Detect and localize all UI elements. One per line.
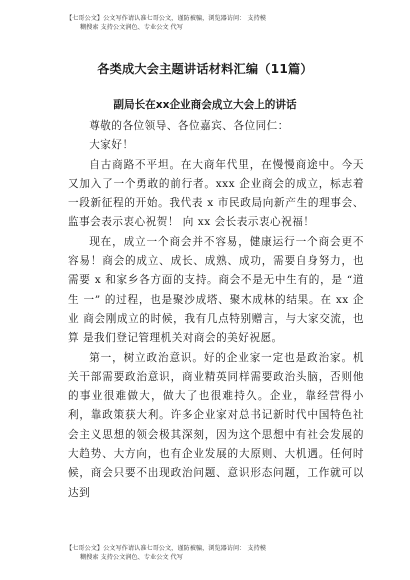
footer-watermark-note: [66, 544, 366, 562]
body-paragraph: 现在，成立一个商会并不容易，健康运行一个商会更不容易！商会的成立、成长、成熟、成功，需要自身努力，也需要 x 和家乡各方面的支持。商会不是无中生有的，是 “道 生 一” 的过程，也是聚沙成塔、聚木成林的结果。在 xx 企业 商会刚成立的时候，我有几点特别赠言，与大家交流，也算 是我们登记管理机关对商会的美好祝愿。: [68, 235, 364, 345]
speech-title: 副局长在xx企业商会成立大会上的讲话: [113, 99, 297, 111]
footer-note-line-1: 【七哥公文】公文写作请认准七哥公文，谨防被骗，浏览器访问： 支持模: [66, 545, 266, 552]
document-title: 各类成大会主题讲话材料汇编（11篇）: [97, 62, 313, 76]
header-watermark-note: [66, 14, 366, 32]
greeting: 大家好！: [89, 139, 134, 152]
body-paragraph: 自古商路不平坦。在大商年代里，在慢慢商途中。今天又加入了一个勇敢的前行者。xxx 企业商会的成立，标志着 一段新征程的开始。我代表 x 市民政局向新产生的理事会、 监事会表示衷心祝贺！ 向 xx 会长表示衷心祝福！: [68, 158, 364, 229]
footer-note-line-2: 糊搜索 支持公文润色、专业公文 代写: [80, 554, 183, 561]
speech-body: [68, 117, 364, 503]
header-note-line-2: 糊搜索 支持公文润色、专业公文 代写: [80, 24, 183, 31]
salutation: 尊敬的各位领导、各位嘉宾、各位同仁：: [89, 120, 289, 132]
header-note-line-1: 【七哥公文】公文写作请认准七哥公文，谨防被骗，浏览器访问： 支持模: [66, 15, 266, 22]
body-paragraph: 第一，树立政治意识。好的企业家一定也是政治家。机关干部需要政治意识，商业精英同样需要政治头脑，否则他的事业很难做大，做大了也很难持久。企业，靠经营得小利，靠政策获大利。许多企业家对总书记新时代中国特色社会主义思想的领会极其深刻，因为这个思想中有社会发展的大趋势、大方向，也有企业发展的大原则、大机遇。任何时候，商会只要不出现政治问题、意识形态问题，工作就可以达到: [68, 351, 364, 499]
